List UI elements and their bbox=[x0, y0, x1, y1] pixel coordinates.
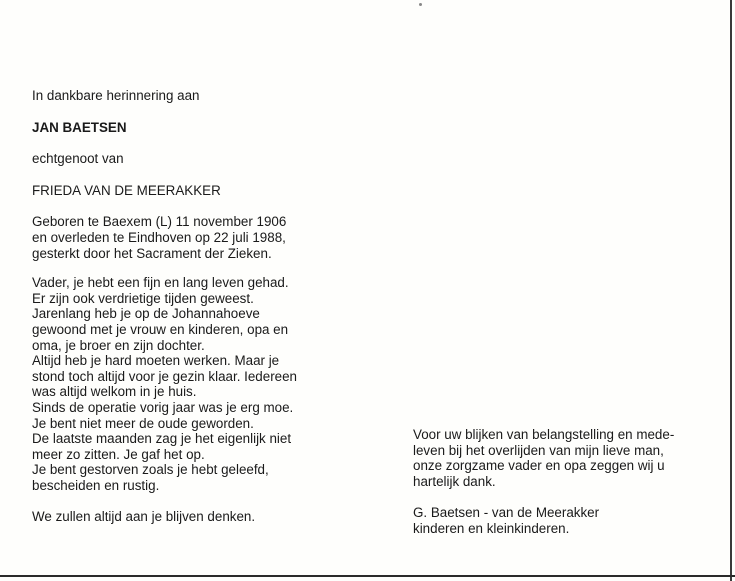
poem-line: oma, je broer en zijn dochter. bbox=[32, 337, 205, 353]
thanks-line: leven bij het overlijden van mijn lieve man, bbox=[413, 442, 664, 458]
signature-line: kinderen en kleinkinderen. bbox=[413, 520, 570, 536]
thanks-line: onze zorgzame vader en opa zeggen wij u bbox=[413, 458, 665, 474]
thanks-block bbox=[413, 427, 707, 489]
birth-death-block bbox=[32, 214, 324, 261]
deceased-name: JAN BAETSEN bbox=[32, 119, 127, 135]
poem-line: Er zijn ook verdrietige tijden geweest. bbox=[32, 290, 254, 306]
poem-line: Je bent niet meer de oude geworden. bbox=[32, 415, 254, 431]
spouse-name: FRIEDA VAN DE MEERAKKER bbox=[32, 182, 221, 198]
birth-line: Geboren te Baexem (L) 11 november 1906 bbox=[32, 214, 287, 230]
poem-line: Vader, je hebt een fijn en lang leven gehad. bbox=[32, 275, 289, 291]
poem-line: stond toch altijd voor je gezin klaar. Iedereen bbox=[32, 368, 298, 384]
poem-line: De laatste maanden zag je het eigenlijk niet bbox=[32, 431, 292, 447]
relation-line: echtgenoot van bbox=[32, 151, 124, 167]
thanks-line: Voor uw blijken van belangstelling en mede- bbox=[413, 427, 675, 442]
card-bottom-edge bbox=[0, 575, 735, 577]
poem-line: bescheiden en rustig. bbox=[32, 477, 160, 493]
card-edge bbox=[730, 0, 732, 581]
poem-line: Je bent gestorven zoals je hebt geleefd, bbox=[32, 462, 269, 478]
poem-line: Altijd heb je hard moeten werken. Maar je bbox=[32, 353, 280, 369]
thanks-text-right bbox=[413, 427, 707, 537]
death-line: en overleden te Eindhoven op 22 juli 1988, bbox=[32, 229, 286, 245]
poem-line: gewoond met je vrouw en kinderen, opa en bbox=[32, 321, 289, 337]
poem-line: Sinds de operatie vorig jaar was je erg moe. bbox=[32, 399, 294, 415]
sacrament-line: gesterkt door het Sacrament der Zieken. bbox=[32, 245, 272, 261]
poem-line: meer zo zitten. Je gaf het op. bbox=[32, 446, 205, 462]
memorial-text-left bbox=[32, 88, 324, 525]
fold-mark bbox=[419, 3, 422, 6]
signature-line: G. Baetsen - van de Meerakker bbox=[413, 505, 600, 521]
poem-line: was altijd welkom in je huis. bbox=[32, 384, 197, 400]
poem-line: Jarenlang heb je op de Johannahoeve bbox=[32, 306, 260, 322]
closing-line: We zullen altijd aan je blijven denken. bbox=[32, 509, 256, 525]
thanks-line: hartelijk dank. bbox=[413, 473, 496, 489]
intro-line: In dankbare herinnering aan bbox=[32, 88, 200, 103]
poem-block bbox=[32, 275, 324, 493]
